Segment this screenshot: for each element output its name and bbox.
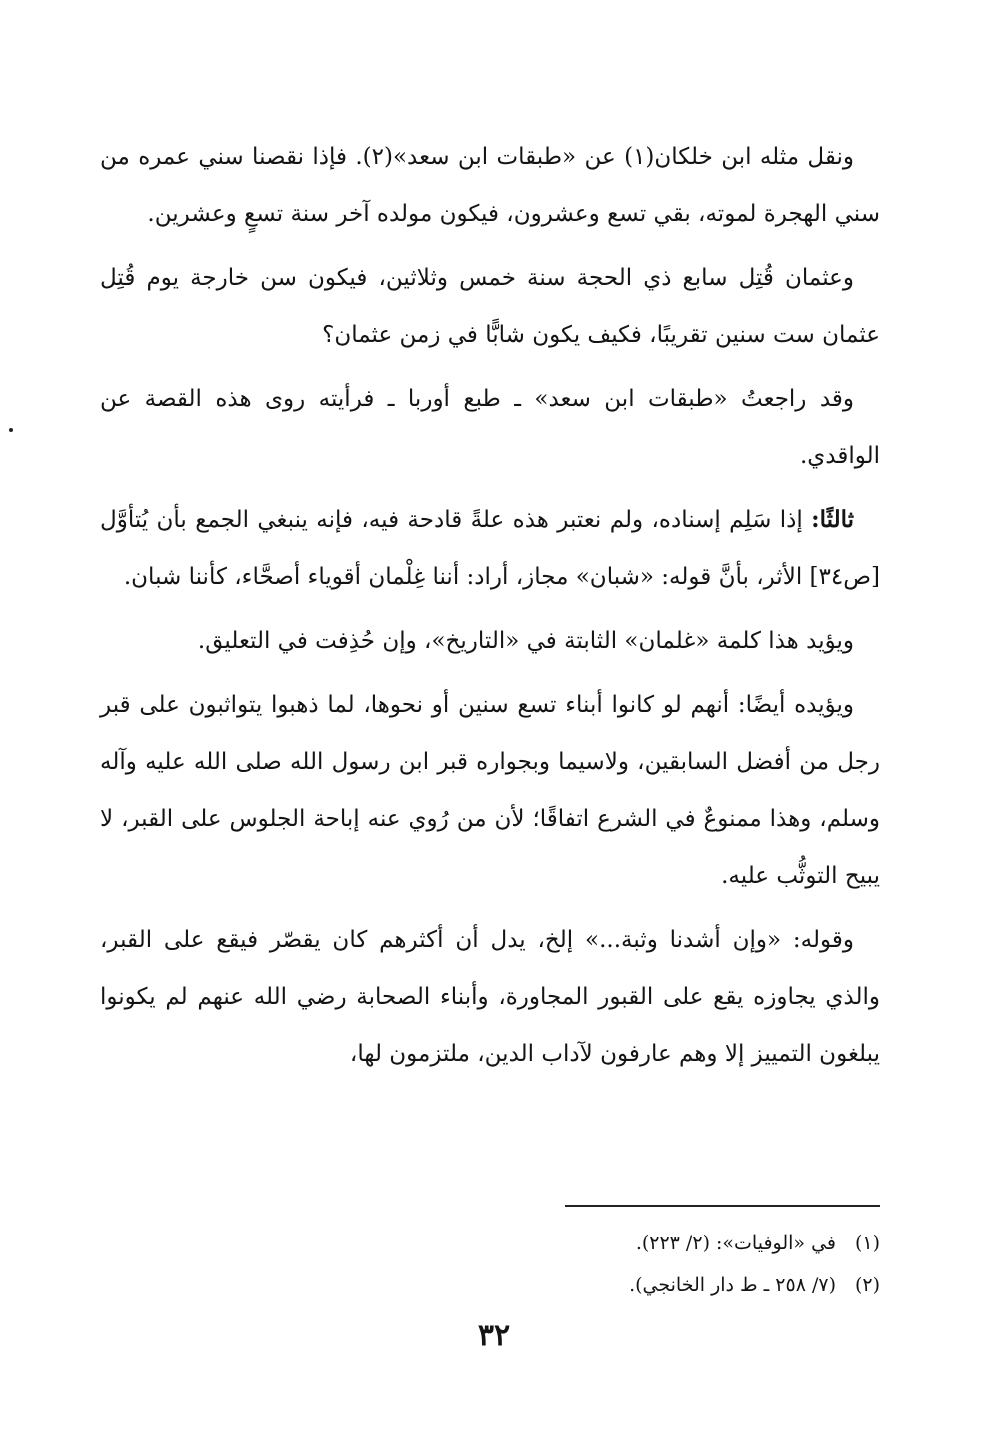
paragraph-4: ثالثًا: إذا سَلِم إسناده، ولم نعتبر هذه علةً قادحة فيه، فإنه ينبغي الجمع بأن يُتأوَّل [ص٣٤] الأثر، بأنَّ قوله: «شبان» مجاز، أراد: أننا غِلْمان أقوياء أصحَّاء، كأننا شبان. (100, 506, 880, 590)
paragraph-6: ويؤيده أيضًا: أنهم لو كانوا أبناء تسع سنين أو نحوها، لما ذهبوا يتواثبون على قبر رجل من أفضل السابقين، ولاسيما وبجواره قبر ابن رسول الله صلى الله عليه وآله وسلم، وهذا ممنوعٌ في الشرع اتفاقًا؛ لأن من رُوي عنه إباحة الجلوس على القبر، لا يبيح التوثُّب عليه. (100, 692, 880, 889)
footnote-number: (٢) (854, 1274, 880, 1296)
footnote-text: في «الوفيات»: (٢/ ٢٢٣). (635, 1232, 836, 1254)
paragraph-3: وقد راجعتُ «طبقات ابن سعد» ـ طبع أوربا ـ فرأيته روى هذه القصة عن الواقدي. (100, 386, 880, 469)
paragraph-2: وعثمان قُتِل سابع ذي الحجة سنة خمس وثلاثين، فيكون سن خارجة يوم قُتِل عثمان ست سنين تقريبًا، فكيف يكون شابًّا في زمن عثمان؟ (100, 265, 880, 348)
margin-dot (9, 428, 13, 432)
footnote-text: (٧/ ٢٥٨ ـ ط دار الخانجي). (629, 1274, 836, 1296)
footnotes (500, 1222, 880, 1306)
page-number: ٣٢ (477, 1318, 511, 1353)
main-text (100, 128, 880, 1089)
footnote-number: (١) (854, 1232, 880, 1254)
footnote-1 (500, 1222, 880, 1264)
paragraph-lead-word: ثالثًا: (811, 506, 854, 533)
paragraph-7: وقوله: «وإن أشدنا وثبة...» إلخ، يدل أن أكثرهم كان يقصّر فيقع على القبر، والذي يجاوزه يقع على القبور المجاورة، وأبناء الصحابة رضي الله عنهم لم يكونوا يبلغون التمييز إلا وهم عارفون لآداب الدين، ملتزمون لها، (100, 927, 880, 1067)
paragraph-1: ونقل مثله ابن خلكان(١) عن «طبقات ابن سعد»(٢). فإذا نقصنا سني عمره من سني الهجرة لموته، بقي تسع وعشرون، فيكون مولده آخر سنة تسعٍ وعشرين. (100, 144, 880, 227)
footnote-divider (565, 1205, 880, 1207)
footnote-2 (500, 1264, 880, 1306)
paragraph-5: ويؤيد هذا كلمة «غلمان» الثابتة في «التاريخ»، وإن حُذِفت في التعليق. (197, 628, 854, 654)
